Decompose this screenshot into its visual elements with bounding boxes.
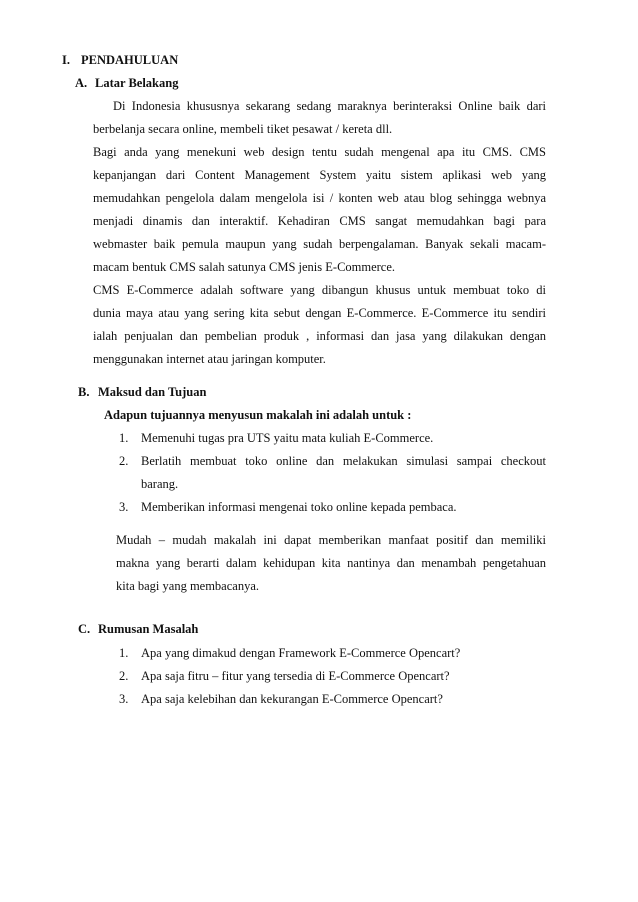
problem-list — [119, 642, 546, 711]
text-line: webmaster baik pemula maupun yang sudah berpengalaman. Banyak sekali macam- — [93, 237, 546, 251]
section-heading-pendahuluan — [62, 53, 178, 68]
list-item-number: 1. — [119, 431, 129, 445]
paragraph-latar-belakang-1 — [93, 95, 546, 141]
subsection-title: Latar Belakang — [95, 76, 179, 90]
list-item-text: Apa yang dimakud dengan Framework E-Commerce Opencart? — [141, 646, 461, 660]
list-item — [119, 688, 546, 711]
section-number: I. — [62, 53, 70, 67]
text-line: ialah penjualan dan pembelian produk , informasi dan jasa yang dilakukan dengan — [93, 329, 546, 343]
paragraph-closing — [116, 529, 546, 598]
subsection-title: Rumusan Masalah — [98, 622, 199, 636]
section-title: PENDAHULUAN — [81, 53, 179, 67]
list-item-number: 2. — [119, 669, 129, 683]
list-item-text: Apa saja kelebihan dan kekurangan E-Commerce Opencart? — [141, 692, 443, 706]
purpose-intro: Adapun tujuannya menyusun makalah ini adalah untuk : — [104, 408, 412, 422]
text-line: makna yang berarti dalam kehidupan kita nantinya dan menambah pengetahuan — [116, 556, 546, 570]
subsection-heading-maksud-tujuan — [78, 385, 206, 400]
list-item — [119, 450, 546, 496]
list-item-text: Apa saja fitru – fitur yang tersedia di E-Commerce Opencart? — [141, 669, 450, 683]
text-line: dunia maya atau yang sering kita sebut dengan E-Commerce. E-Commerce itu sendiri — [93, 306, 546, 320]
list-item — [119, 665, 546, 688]
list-item-text: Memenuhi tugas pra UTS yaitu mata kuliah E-Commerce. — [141, 431, 434, 445]
paragraph-latar-belakang-3 — [93, 279, 546, 371]
list-item-text: Berlatih membuat toko online dan melakukan simulasi sampai checkout — [141, 454, 546, 468]
subsection-letter: B. — [78, 385, 90, 399]
subsection-title: Maksud dan Tujuan — [98, 385, 207, 399]
subsection-letter: A. — [75, 76, 88, 90]
text-line: Di Indonesia khususnya sekarang sedang maraknya berinteraksi Online baik dari — [113, 99, 546, 113]
text-line: CMS E-Commerce adalah software yang dibangun khusus untuk membuat toko di — [93, 283, 546, 297]
text-line: macam bentuk CMS salah satunya CMS jenis E-Commerce. — [93, 260, 396, 274]
list-item-number: 3. — [119, 692, 129, 706]
subsection-letter: C. — [78, 622, 91, 636]
list-item-number: 3. — [119, 500, 129, 514]
subsection-heading-rumusan-masalah — [78, 622, 198, 637]
list-item — [119, 642, 546, 665]
text-line: berbelanja secara online, membeli tiket pesawat / kereta dll. — [93, 122, 393, 136]
list-item — [119, 496, 546, 519]
purpose-list — [119, 427, 546, 519]
subsection-heading-latar-belakang — [75, 76, 178, 91]
list-item-text: Memberikan informasi mengenai toko online kepada pembaca. — [141, 500, 457, 514]
text-line: kita bagi yang membacanya. — [116, 579, 259, 593]
text-line: memudahkan pengelola dalam mengelola isi / konten web atau blog sehingga webnya — [93, 191, 546, 205]
text-line: menjadi dinamis dan interaktif. Kehadiran CMS sangat memudahkan bagi para — [93, 214, 546, 228]
paragraph-latar-belakang-2 — [93, 141, 546, 279]
list-item-text: barang. — [141, 477, 179, 491]
text-line: kepanjangan dari Content Management System yaitu sistem aplikasi web yang — [93, 168, 546, 182]
list-item-number: 1. — [119, 646, 129, 660]
list-item — [119, 427, 546, 450]
text-line: Mudah – mudah makalah ini dapat memberikan manfaat positif dan memiliki — [116, 533, 546, 547]
text-line: menggunakan internet atau jaringan komputer. — [93, 352, 326, 366]
list-item-number: 2. — [119, 454, 129, 468]
text-line: Bagi anda yang menekuni web design tentu sudah mengenal apa itu CMS. CMS — [93, 145, 546, 159]
